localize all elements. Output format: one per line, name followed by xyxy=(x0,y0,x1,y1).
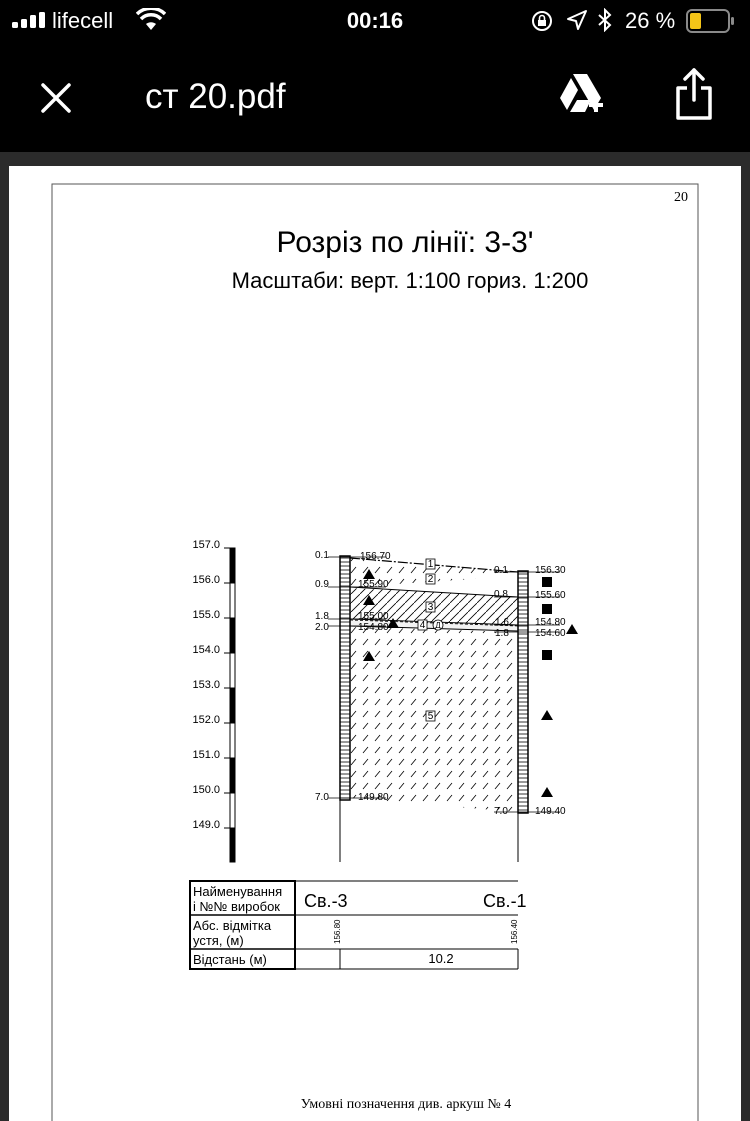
left-elevation: 149.80 xyxy=(358,792,389,803)
right-depth: 1.6 xyxy=(495,617,509,628)
sample-square-marker xyxy=(542,604,552,614)
layer-number: 1 xyxy=(427,559,434,570)
scale-tick: 156.0 xyxy=(192,574,220,586)
layer-number: 3 xyxy=(427,602,434,613)
scale-tick: 153.0 xyxy=(192,679,220,691)
left-depth: 0.1 xyxy=(315,550,329,561)
right-depth: 7.0 xyxy=(494,806,508,817)
left-depth: 1.8 xyxy=(315,611,329,622)
table-label: і №№ виробок xyxy=(193,899,280,914)
table-label: устя, (м) xyxy=(193,933,244,948)
soil-layers xyxy=(350,558,518,812)
sample-square-marker xyxy=(542,650,552,660)
right-elevation: 155.60 xyxy=(535,590,566,601)
battery-percent: 26 % xyxy=(625,8,676,33)
carrier-name: lifecell xyxy=(52,8,114,33)
sample-triangle-marker xyxy=(541,710,553,720)
left-depth: 0.9 xyxy=(315,579,329,590)
scale-tick: 157.0 xyxy=(192,539,220,551)
groundwater-label: Д xyxy=(435,621,441,630)
scale-tick: 150.0 xyxy=(192,784,220,796)
scale-tick: 152.0 xyxy=(192,714,220,726)
scale-tick: 151.0 xyxy=(192,749,220,761)
left-depth: 7.0 xyxy=(315,792,329,803)
layer-number: 2 xyxy=(427,574,434,585)
sample-triangle-marker xyxy=(541,787,553,797)
left-elevation: 155.00 xyxy=(358,611,389,622)
page-number: 20 xyxy=(674,190,688,205)
section-scale: Масштаби: верт. 1:100 гориз. 1:200 xyxy=(231,268,589,293)
scale-tick: 154.0 xyxy=(192,644,220,656)
right-depth: 0.8 xyxy=(494,589,508,600)
layer-number: 5 xyxy=(427,711,434,722)
document-title: ст 20.pdf xyxy=(145,77,286,116)
well-name-left: Св.-3 xyxy=(304,891,348,911)
section-title: Розріз по лінії: 3-3' xyxy=(276,226,534,259)
well-left xyxy=(340,556,350,862)
sample-square-marker xyxy=(542,577,552,587)
layer-number: 4 xyxy=(419,620,426,631)
left-elevation: 155.90 xyxy=(358,579,389,590)
sample-triangle-marker xyxy=(566,624,578,634)
right-elevation: 156.30 xyxy=(535,565,566,576)
right-depth: 1.8 xyxy=(495,628,509,639)
well-name-right: Св.-1 xyxy=(483,891,527,911)
clock: 00:16 xyxy=(346,8,404,33)
right-elevation: 149.40 xyxy=(535,806,566,817)
table-label: Абс. відмітка xyxy=(193,918,272,933)
scale-tick: 149.0 xyxy=(192,819,220,831)
right-elevation: 154.60 xyxy=(535,628,566,639)
scale-tick: 155.0 xyxy=(192,609,220,621)
vertical-scale xyxy=(192,539,235,862)
well-distance: 10.2 xyxy=(428,951,454,966)
left-elevation: 156.70 xyxy=(360,551,391,562)
right-elevation: 154.80 xyxy=(535,617,566,628)
table-label: Найменування xyxy=(193,884,283,899)
table-label: Відстань (м) xyxy=(193,952,267,967)
well-elevation-right: 156.40 xyxy=(510,919,519,944)
left-depth: 2.0 xyxy=(315,622,329,633)
right-depth: 0.1 xyxy=(494,565,508,576)
left-elevation: 154.80 xyxy=(358,622,389,633)
well-right xyxy=(518,571,528,862)
well-elevation-left: 156.80 xyxy=(333,919,342,944)
legend-note: Умовні позначення див. аркуш № 4 xyxy=(300,1097,512,1112)
